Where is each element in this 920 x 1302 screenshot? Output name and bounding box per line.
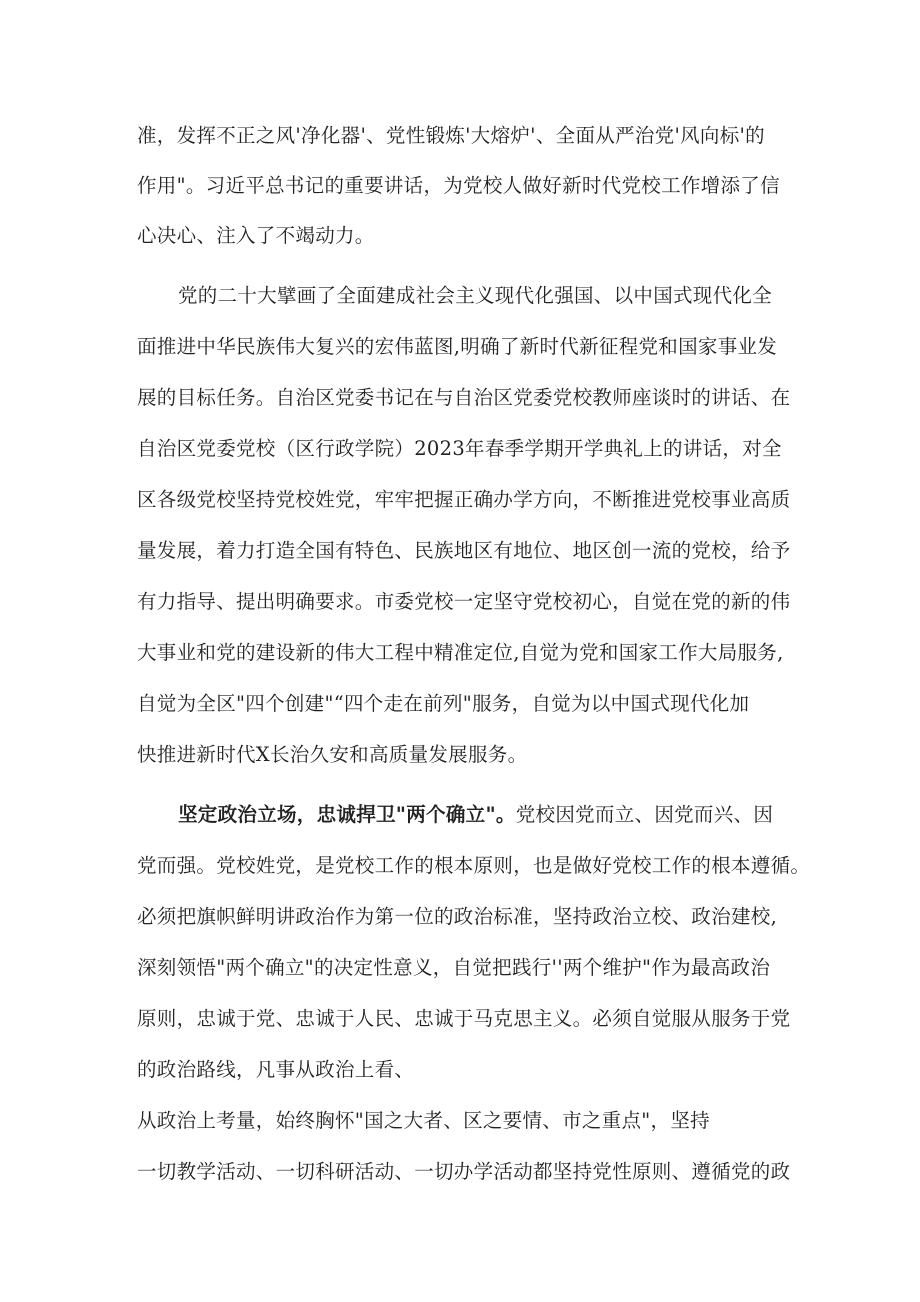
text-line: 展的目标任务。自治区党委书记在与自治区党委党校教师座谈时的讲话、在 bbox=[137, 386, 791, 409]
text-line: 一切教学活动、一切科研活动、一切办学活动都坚持党性原则、遵循党的政 bbox=[137, 1160, 791, 1183]
text-line: 有力指导、提出明确要求。市委党校一定坚守党校初心，自觉在党的新的伟 bbox=[137, 590, 791, 613]
text-line: 的政治路线，凡事从政治上看、 bbox=[137, 1058, 415, 1081]
text-line: 心决心、注入了不竭动力。 bbox=[137, 224, 375, 247]
text-line: 从政治上考量，始终胸怀"国之大者、区之要情、市之重点"，坚持 bbox=[137, 1109, 710, 1132]
text-line: 作用"。习近平总书记的重要讲话，为党校人做好新时代党校工作增添了信 bbox=[137, 174, 780, 197]
text-line: 快推进新时代X长治久安和高质量发展服务。 bbox=[137, 743, 528, 766]
text-line: 深刻领悟"两个确立"的决定性意义，自觉把践行''两个维护"作为最高政治 bbox=[137, 956, 771, 979]
text-line bbox=[178, 802, 773, 828]
text-line: 党的二十大擘画了全面建成社会主义现代化强国、以中国式现代化全 bbox=[178, 284, 773, 307]
text-segment: 党校因党而立、因党而兴、因 bbox=[515, 803, 774, 826]
text-line: 原则，忠诚于党、忠诚于人民、忠诚于马克思主义。必须自觉服从服务于党 bbox=[137, 1007, 791, 1030]
text-line: 自治区党委党校（区行政学院）2023年春季学期开学典礼上的讲话，对全 bbox=[137, 437, 782, 460]
text-line: 区各级党校坚持党校姓党，牢牢把握正确办学方向，不断推进党校事业高质 bbox=[137, 488, 791, 511]
text-line: 党而强。党校姓党，是党校工作的根本原则，也是做好党校工作的根本遵循。 bbox=[137, 854, 811, 877]
text-line: 准，发挥不正之风'净化器'、党性锻炼'大熔炉'、全面从严治党'风向标'的 bbox=[137, 124, 765, 147]
text-line: 必须把旗帜鲜明讲政治作为第一位的政治标准，坚持政治立校、政治建校, bbox=[137, 905, 778, 928]
text-line: 量发展，着力打造全国有特色、民族地区有地位、地区创一流的党校，给予 bbox=[137, 539, 791, 562]
text-line: 大事业和党的建设新的伟大工程中精准定位,自觉为党和国家工作大局服务, bbox=[137, 641, 784, 664]
text-line: 面推进中华民族伟大复兴的宏伟蓝图,明确了新时代新征程党和国家事业发 bbox=[137, 335, 778, 358]
text-line: 自觉为全区"四个创建"“四个走在前列"服务，自觉为以中国式现代化加 bbox=[137, 692, 750, 715]
section-heading: 坚定政治立场，忠诚捍卫"两个确立"。 bbox=[178, 803, 516, 826]
